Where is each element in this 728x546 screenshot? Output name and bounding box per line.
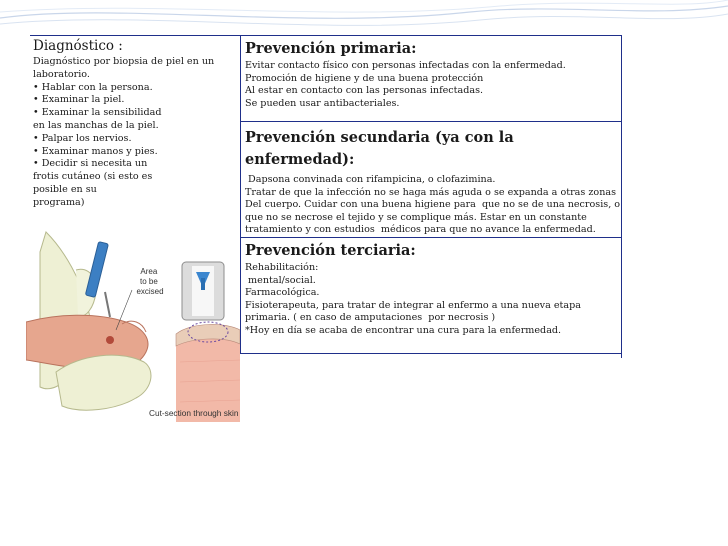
grid-line-top	[30, 35, 622, 36]
secundaria-line: Tratar de que la infección no se haga más aguda o se expanda a otras zonas	[245, 186, 617, 198]
prevencion-primaria-title: Prevención primaria:	[245, 40, 417, 57]
terciaria-line: *Hoy en día se acaba de encontrar una cura para la enfermedad.	[245, 324, 562, 336]
prevencion-terciaria-body	[245, 262, 620, 338]
area-label-group	[116, 267, 164, 330]
grid-line-row2	[240, 237, 622, 238]
secundaria-line: Dapsona convinada con rifampicina, o clofazimina.	[245, 174, 496, 185]
secundaria-line: Del cuerpo. Cuidar con una buena higiene para que no se de una necrosis, o	[245, 199, 621, 211]
diagnostico-line: • Palpar los nervios.	[33, 132, 132, 144]
diagnostico-line: Diagnóstico por biopsia de piel en un laboratorio.	[33, 56, 215, 80]
primaria-line: Promoción de higiene y de una buena protección	[245, 72, 484, 84]
grid-line-bottom	[240, 353, 622, 354]
skin-cross-section	[176, 322, 240, 422]
diagnostico-title: Diagnóstico :	[33, 38, 123, 54]
area-label-line: to be	[139, 277, 158, 286]
diagnostico-body	[33, 56, 233, 210]
secundaria-line: tratamiento y con estudios médicos para que no avance la enfermedad.	[245, 224, 596, 236]
area-label-line: Area	[140, 267, 158, 276]
primaria-line: Al estar en contacto con las personas infectadas.	[245, 85, 484, 97]
prevencion-secundaria-title: Prevención secundaria (ya con la enfermedad):	[245, 129, 514, 168]
diagnostico-line: • Examinar manos y pies.	[33, 145, 158, 157]
prevencion-primaria-body	[245, 60, 620, 110]
prevencion-primaria-section	[245, 38, 620, 110]
grid-line-middle	[240, 35, 241, 353]
diagnostico-line: • Decidir si necesita un frotis cutáneo (si esto es posible en su programa)	[33, 158, 153, 208]
prevencion-secundaria-section	[245, 127, 620, 237]
prevencion-terciaria-section	[245, 240, 620, 338]
terciaria-line: Farmacológica.	[245, 287, 320, 299]
grid-line-right	[621, 35, 622, 358]
skin-biopsy-illustration	[26, 222, 240, 422]
terciaria-line: Rehabilitación:	[245, 262, 319, 273]
primaria-line: Se pueden usar antibacteriales.	[245, 97, 400, 109]
terciaria-line: primaria. ( en caso de amputaciones por necrosis )	[245, 312, 496, 324]
prevencion-terciaria-title: Prevención terciaria:	[245, 242, 416, 259]
cut-section-label: Cut-section through skin	[149, 408, 239, 418]
area-to-be-excised-label	[136, 267, 163, 296]
area-label-line: excised	[136, 287, 164, 296]
secundaria-line: que no se necrose el tejido y se complique más. Estar en un constante	[245, 211, 587, 223]
prevencion-secundaria-body	[245, 174, 620, 237]
diagnostico-line: • Examinar la sensibilidad en las manchas de la piel.	[33, 107, 162, 131]
primaria-line: Evitar contacto físico con personas infectadas con la enfermedad.	[245, 60, 566, 71]
gloved-hand-lower	[56, 355, 151, 410]
terciaria-line: Fisioterapeuta, para tratar de integrar al enfermo a una nueva etapa	[245, 299, 581, 311]
grid-line-row1	[240, 121, 622, 122]
punch-tool-detail	[182, 262, 224, 320]
terciaria-line: mental/social.	[245, 274, 316, 286]
diagnostico-line: • Hablar con la persona.	[33, 81, 153, 93]
diagnostico-section	[33, 38, 233, 210]
diagnostico-line: • Examinar la piel.	[33, 94, 125, 106]
